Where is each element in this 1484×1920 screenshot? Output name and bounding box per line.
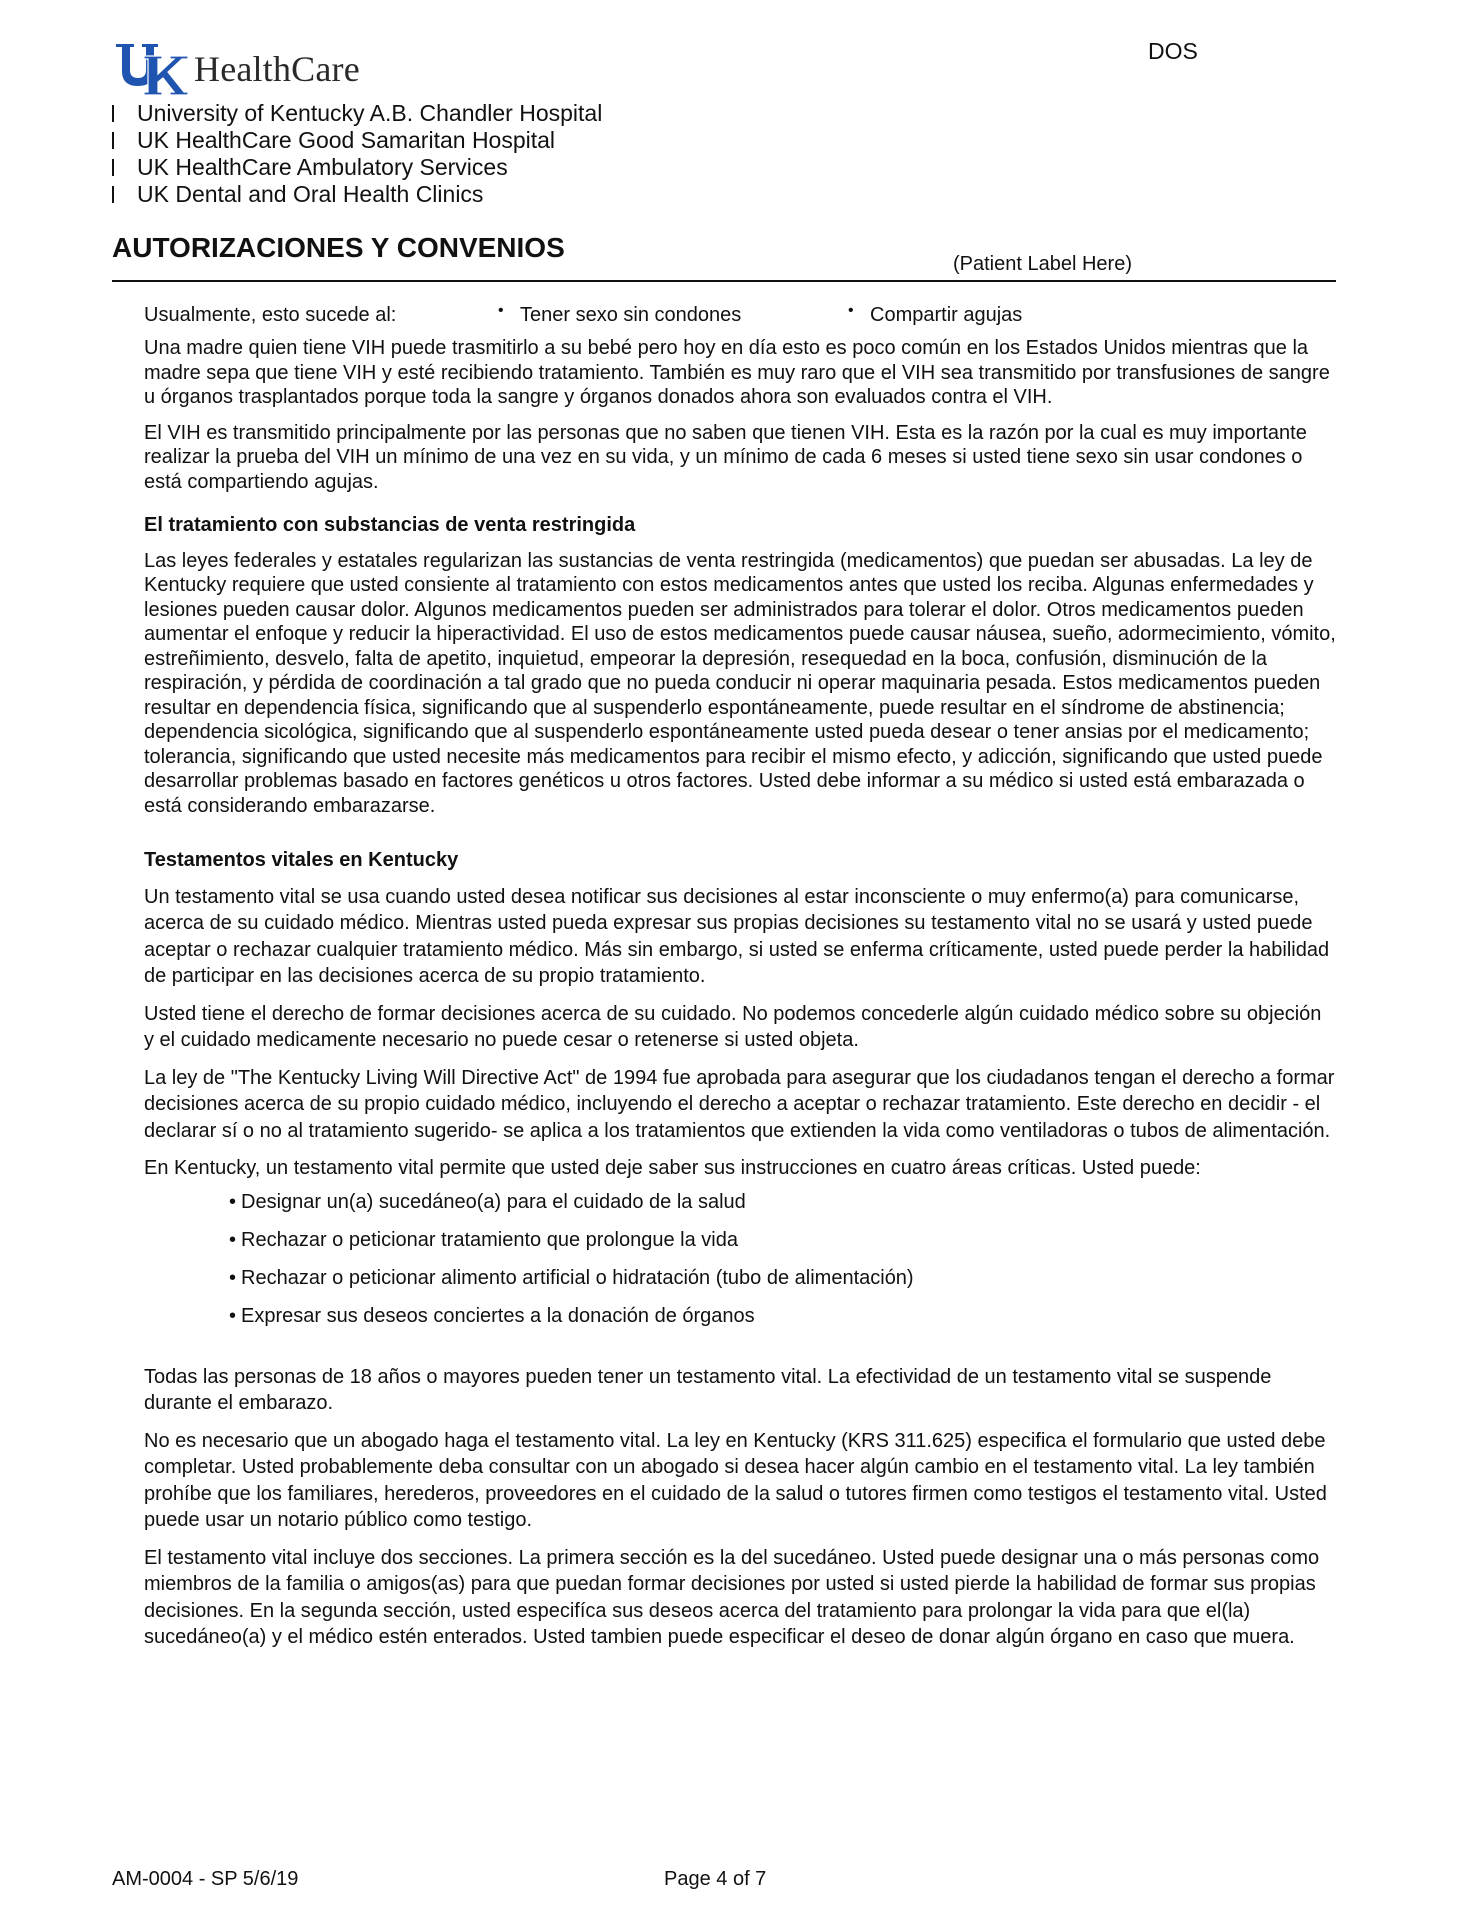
form-code: AM-0004 - SP 5/6/19 [112,1868,299,1890]
section-heading-living-will: Testamentos vitales en Kentucky [144,849,459,871]
option-text: Compartir agujas [870,303,1023,326]
bullet-icon: • [848,301,854,319]
transmission-row [144,300,1336,330]
facility-name: UK HealthCare Good Samaritan Hospital [137,127,556,153]
living-will-paragraph-4: En Kentucky, un testamento vital permite que usted deje saber sus instrucciones en cuatro áreas críticas. Usted puede: [144,1157,1201,1179]
document-body [144,300,1336,1662]
list-item-text: Rechazar o peticionar tratamiento que prolongue la vida [241,1228,738,1251]
transmission-option [498,303,848,328]
facility-name: UK HealthCare Ambulatory Services [137,154,508,180]
hiv-paragraph-1: Una madre quien tiene VIH puede trasmitirlo a su bebé pero hoy en día esto es poco común en los Estados Unidos mientras que la madre sepa que tiene VIH y esté recibiendo tratamiento. También es muy raro que el VIH sea transmitido por transfusiones de sangre u órganos trasplantados porque toda la sangre y órganos donados ahora son evaluados contra el VIH. [144,337,1330,408]
patient-label-area: (Patient Label Here) [953,253,1132,275]
facility-item [112,154,602,181]
list-item [229,1266,1336,1304]
hiv-paragraph-2: El VIH es transmitido principalmente por las personas que no saben que tienen VIH. Esta es la razón por la cual es muy importante realizar la prueba del VIH un mínimo de una vez en su vida, y un mínimo de cada 6 meses si usted tiene sexo sin usar condones o está compartiendo agujas. [144,421,1307,493]
bullet-icon: • [229,1266,237,1289]
facility-list [112,100,602,208]
logo-text: HealthCare [194,49,360,89]
checkbox-bar [112,186,114,203]
facility-item [112,100,602,127]
uk-healthcare-logo [114,40,360,98]
list-item [229,1190,1336,1228]
bullet-icon: • [229,1190,237,1213]
header-divider [112,280,1336,282]
bullet-icon: • [498,301,504,319]
checkbox-bar [112,159,114,176]
list-item [229,1228,1336,1266]
controlled-paragraph: Las leyes federales y estatales regularizan las sustancias de venta restringida (medicamentos) que puedan ser abusadas. La ley de Kentucky requiere que usted consiente al tratamiento con estos medicamentos antes que usted los reciba. Algunas enfermedades y lesiones pueden causar dolor. Algunos medicamentos pueden ser administrados para tolerar el dolor. Otros medicamentos pueden aumentar el enfoque y reducir la hiperactividad. El uso de estos medicamentos puede causar náusea, sueño, adormecimiento, vómito, estreñimiento, desvelo, falta de apetito, inquietud, empeorar la depresión, resequedad en la boca, confusión, disminución de la respiración, y pérdida de coordinación a tal grado que no pueda conducir ni operar maquinaria pesada. Estos medicamentos pueden resultar en dependencia física, significando que al suspenderlo espontáneamente, puede resultar en el síndrome de abstinencia; dependencia sicológica, significando que al suspenderlo espontáneamente usted pueda desear o tener ansias por el medicamento; tolerancia, significando que usted necesite más medicamentos para recibir el mismo efecto, y adicción, significando que usted puede desarrollar problemas basado en factores genéticos u otros factores. Usted debe informar a su médico si usted está embarazada o está considerando embarazarse. [144,549,1336,817]
uk-logo-icon [114,40,190,98]
facility-item [112,127,602,154]
living-will-paragraph-3: La ley de "The Kentucky Living Will Directive Act" de 1994 fue aprobada para asegurar que los ciudadanos tengan el derecho a formar decisiones acerca de su propio cuidado médico, incluyendo el derecho a aceptar o rechazar tratamiento. Este derecho en decidir - el declarar sí o no al tratamiento sugerido- se aplica a los tratamientos que extienden la vida como ventiladoras o tubos de alimentación. [144,1066,1335,1142]
living-will-paragraph-7: El testamento vital incluye dos secciones. La primera sección es la del sucedáneo. Usted puede designar una o más personas como miembros de la familia o amigos(as) para que puedan formar decisiones por usted si usted pierde la habilidad de formar sus propias decisiones. En la segunda sección, usted especifíca sus deseos acerca del tratamiento para prolongar la vida para que el(la) sucedáneo(a) y el médico estén enterados. Usted tambien puede especificar el deseo de donar algún órgano en caso que muera. [144,1546,1320,1648]
option-text: Tener sexo sin condones [520,303,742,326]
facility-item [112,181,602,208]
list-item [229,1304,1336,1342]
living-will-paragraph-5: Todas las personas de 18 años o mayores pueden tener un testamento vital. La efectividad de un testamento vital se suspende durante el embarazo. [144,1365,1272,1414]
page-number: Page 4 of 7 [664,1868,767,1890]
living-will-paragraph-2: Usted tiene el derecho de formar decisiones acerca de su cuidado. No podemos concederle algún cuidado médico sobre su objeción y el cuidado medicamente necesario no puede cesar o retenerse si usted objeta. [144,1002,1322,1051]
checkbox-bar [112,132,114,149]
document-code: DOS [1148,38,1198,64]
living-will-areas [229,1190,1336,1342]
list-item-text: Expresar sus deseos conciertes a la donación de órganos [241,1304,755,1327]
transmission-lead: Usualmente, esto sucede al: [144,303,397,326]
checkbox-bar [112,105,114,122]
section-heading-controlled: El tratamiento con substancias de venta restringida [144,514,636,536]
bullet-icon: • [229,1304,237,1327]
facility-name: UK Dental and Oral Health Clinics [137,181,484,207]
living-will-paragraph-1: Un testamento vital se usa cuando usted desea notificar sus decisiones al estar inconsciente o muy enfermo(a) para comunicarse, acerca de su cuidado médico. Mientras usted pueda expresar sus propias decisiones su testamento vital no se usará y usted puede aceptar o rechazar cualquier tratamiento médico. Más sin embargo, si usted se enferma críticamente, usted puede perder la habilidad de participar en las decisiones acerca de su propio tratamiento. [144,885,1330,987]
living-will-paragraph-6: No es necesario que un abogado haga el testamento vital. La ley en Kentucky (KRS 311.625) especifica el formulario que usted debe completar. Usted probablemente deba consultar con un abogado si desea hacer algún cambio en el testamento vital. La ley también prohíbe que los familiares, herederos, proveedores en el cuidado de la salud o tutores firmen como testigos el testamento vital. Usted puede usar un notario público como testigo. [144,1429,1327,1531]
page-title: AUTORIZACIONES Y CONVENIOS [112,232,565,263]
transmission-option [848,303,1198,328]
list-item-text: Designar un(a) sucedáneo(a) para el cuidado de la salud [241,1190,746,1213]
facility-name: University of Kentucky A.B. Chandler Hospital [137,100,603,126]
list-item-text: Rechazar o peticionar alimento artificial o hidratación (tubo de alimentación) [241,1266,914,1289]
bullet-icon: • [229,1228,237,1251]
